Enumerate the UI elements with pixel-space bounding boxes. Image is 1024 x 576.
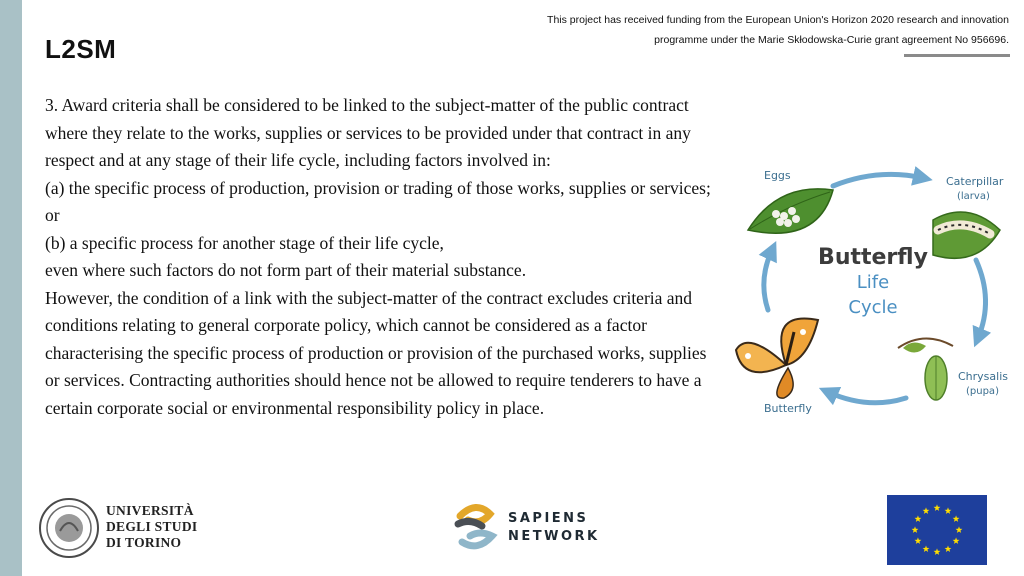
butterfly-life-cycle-diagram bbox=[728, 160, 1018, 425]
unito-name bbox=[106, 503, 197, 551]
header-divider bbox=[904, 54, 1010, 57]
eu-star-icon bbox=[956, 526, 963, 533]
butterfly-icon bbox=[736, 318, 818, 398]
sapiens-name bbox=[508, 510, 600, 546]
label-caterpillar: Caterpillar bbox=[946, 175, 1004, 188]
funding-line-2: programme under the Marie Skłodowska-Curie grant agreement No 956696. bbox=[654, 33, 1009, 46]
eu-star-icon bbox=[915, 537, 922, 544]
chrysalis-icon bbox=[898, 338, 953, 400]
eu-star-icon bbox=[945, 545, 952, 552]
unito-logo bbox=[38, 497, 208, 559]
unito-line-1: UNIVERSITÀ bbox=[106, 503, 194, 518]
eu-star-icon bbox=[934, 504, 941, 511]
left-accent-bar bbox=[0, 0, 22, 576]
paragraph-material-substance: even where such factors do not form part of their material substance. bbox=[45, 260, 527, 280]
sapiens-line-2: NETWORK bbox=[508, 529, 600, 544]
eu-flag bbox=[887, 495, 987, 565]
eu-star-icon bbox=[945, 507, 952, 514]
sapiens-line-1: SAPIENS bbox=[508, 511, 589, 526]
diagram-title: Butterfly bbox=[818, 245, 928, 270]
unito-seal-icon bbox=[38, 497, 100, 559]
label-eggs: Eggs bbox=[764, 169, 791, 182]
eu-star-icon bbox=[953, 515, 960, 522]
unito-line-3: DI TORINO bbox=[106, 535, 182, 550]
arrow-chrysalis-to-butterfly bbox=[828, 392, 906, 403]
eu-star-icon bbox=[923, 507, 930, 514]
label-chrysalis-pupa: (pupa) bbox=[966, 386, 999, 397]
sapiens-knot-icon bbox=[450, 500, 502, 552]
eu-star-icon bbox=[934, 548, 941, 555]
eu-star-icon bbox=[923, 545, 930, 552]
diagram-subtitle-cycle: Cycle bbox=[848, 297, 898, 318]
label-caterpillar-larva: (larva) bbox=[957, 191, 990, 202]
eu-stars-icon bbox=[887, 495, 987, 565]
arrow-caterpillar-to-chrysalis bbox=[976, 260, 986, 338]
paragraph-award-criteria: 3. Award criteria shall be considered to be linked to the subject-matter of the public contract where they relate to the works, supplies or services to be provided under that contract in any respect and at any stage of their life cycle, including factors involved in: bbox=[45, 95, 691, 170]
funding-notice bbox=[489, 11, 1009, 50]
eu-star-icon bbox=[915, 515, 922, 522]
unito-line-2: DEGLI STUDI bbox=[106, 519, 198, 534]
arrow-butterfly-to-eggs bbox=[764, 250, 772, 310]
paragraph-however: However, the condition of a link with the subject-matter of the contract excludes criteria and conditions relating to general corporate policy, which cannot be considered as a factor characterising the specific process of production or provision of the purchased works, supplies or services. Contracting authorities should hence not be allowed to require tenderers to have a certain corporate social or environmental responsibility policy in place. bbox=[45, 287, 707, 418]
paragraph-item-b: (b) a specific process for another stage of their life cycle, bbox=[45, 232, 444, 253]
article-text bbox=[45, 92, 725, 422]
label-butterfly: Butterfly bbox=[764, 402, 812, 415]
paragraph-item-a: (a) the specific process of production, provision or trading of those works, supplies or services; or bbox=[45, 177, 711, 225]
funding-line-1: This project has received funding from the European Union's Horizon 2020 research and innovation bbox=[547, 14, 1009, 26]
caterpillar-icon bbox=[933, 212, 1000, 258]
arrow-eggs-to-caterpillar bbox=[833, 174, 923, 186]
brand-title: L2SM bbox=[45, 34, 117, 64]
diagram-subtitle-life: Life bbox=[856, 272, 890, 293]
sapiens-network-logo bbox=[450, 500, 620, 555]
eu-star-icon bbox=[912, 526, 919, 533]
eggs-leaf-icon bbox=[748, 189, 833, 233]
eu-star-icon bbox=[953, 537, 960, 544]
label-chrysalis: Chrysalis bbox=[958, 370, 1008, 383]
